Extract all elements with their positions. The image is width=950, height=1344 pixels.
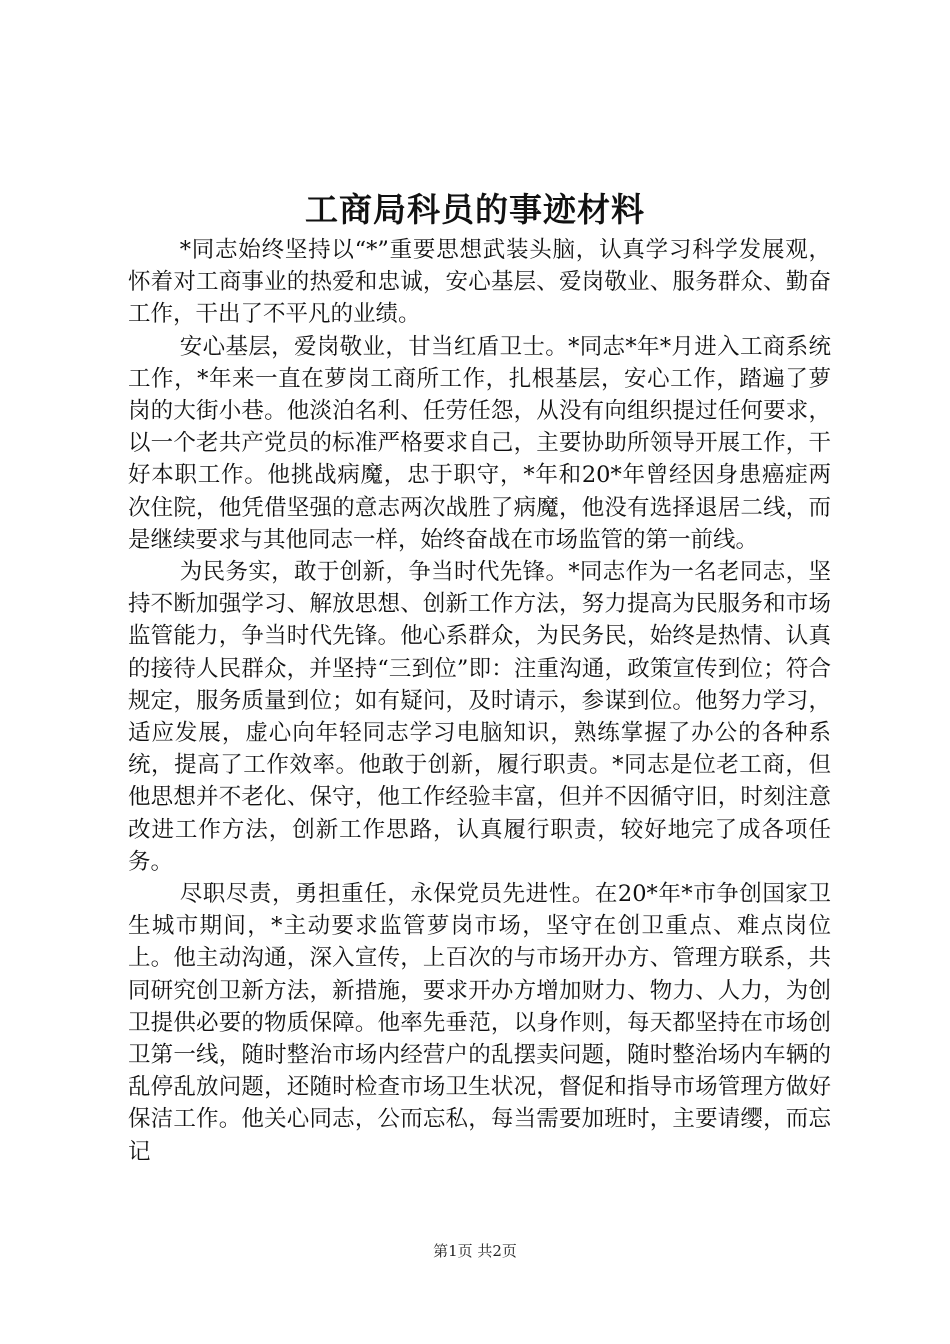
document-body [128, 234, 831, 1168]
paragraph-4: 尽职尽责，勇担重任，永保党员先进性。在20*年*市争创国家卫生城市期间，*主动要求监管萝岗市场，坚守在创卫重点、难点岗位上。他主动沟通，深入宣传，上百次的与市场开办方、管理方联系，共同研究创卫新方法，新措施，要求开办方增加财力、物力、人力，为创卫提供必要的物质保障。他率先垂范，以身作则，每天都坚持在市场创卫第一线，随时整治市场内经营户的乱摆卖问题，随时整治场内车辆的乱停乱放问题，还随时检查市场卫生状况，督促和指导市场管理方做好保洁工作。他关心同志，公而忘私，每当需要加班时，主要请缨，而忘记 [128, 881, 831, 1165]
paragraph-1: *同志始终坚持以“*”重要思想武装头脑，认真学习科学发展观，怀着对工商事业的热爱和忠诚，安心基层、爱岗敬业、服务群众、勤奋工作，干出了不平凡的业绩。 [128, 237, 831, 328]
document-title: 工商局科员的事迹材料 [305, 190, 645, 229]
paragraph-3: 为民务实，敢于创新，争当时代先锋。*同志作为一名老同志，坚持不断加强学习、解放思想、创新工作方法，努力提高为民服务和市场监管能力，争当时代先锋。他心系群众，为民务民，始终是热情、认真的接待人民群众，并坚持“三到位”即：注重沟通，政策宣传到位；符合规定，服务质量到位；如有疑问，及时请示，参谋到位。他努力学习，适应发展，虚心向年轻同志学习电脑知识，熟练掌握了办公的各种系统，提高了工作效率。他敢于创新，履行职责。*同志是位老工商，但他思想并不老化、保守，他工作经验丰富，但并不因循守旧，时刻注意改进工作方法，创新工作思路，认真履行职责，较好地完了成各项任务。 [128, 559, 831, 875]
page-number-footer: 第1页 共2页 [433, 1242, 517, 1260]
paragraph-2: 安心基层，爱岗敬业，甘当红盾卫士。*同志*年*月进入工商系统工作，*年来一直在萝岗工商所工作，扎根基层，安心工作，踏遍了萝岗的大街小巷。他淡泊名利、任劳任怨，从没有向组织提过任何要求，以一个老共产党员的标准严格要求自己，主要协助所领导开展工作，干好本职工作。他挑战病魔，忠于职守，*年和20*年曾经因身患癌症两次住院，他凭借坚强的意志两次战胜了病魔，他没有选择退居二线，而是继续要求与其他同志一样，始终奋战在市场监管的第一前线。 [128, 333, 831, 553]
